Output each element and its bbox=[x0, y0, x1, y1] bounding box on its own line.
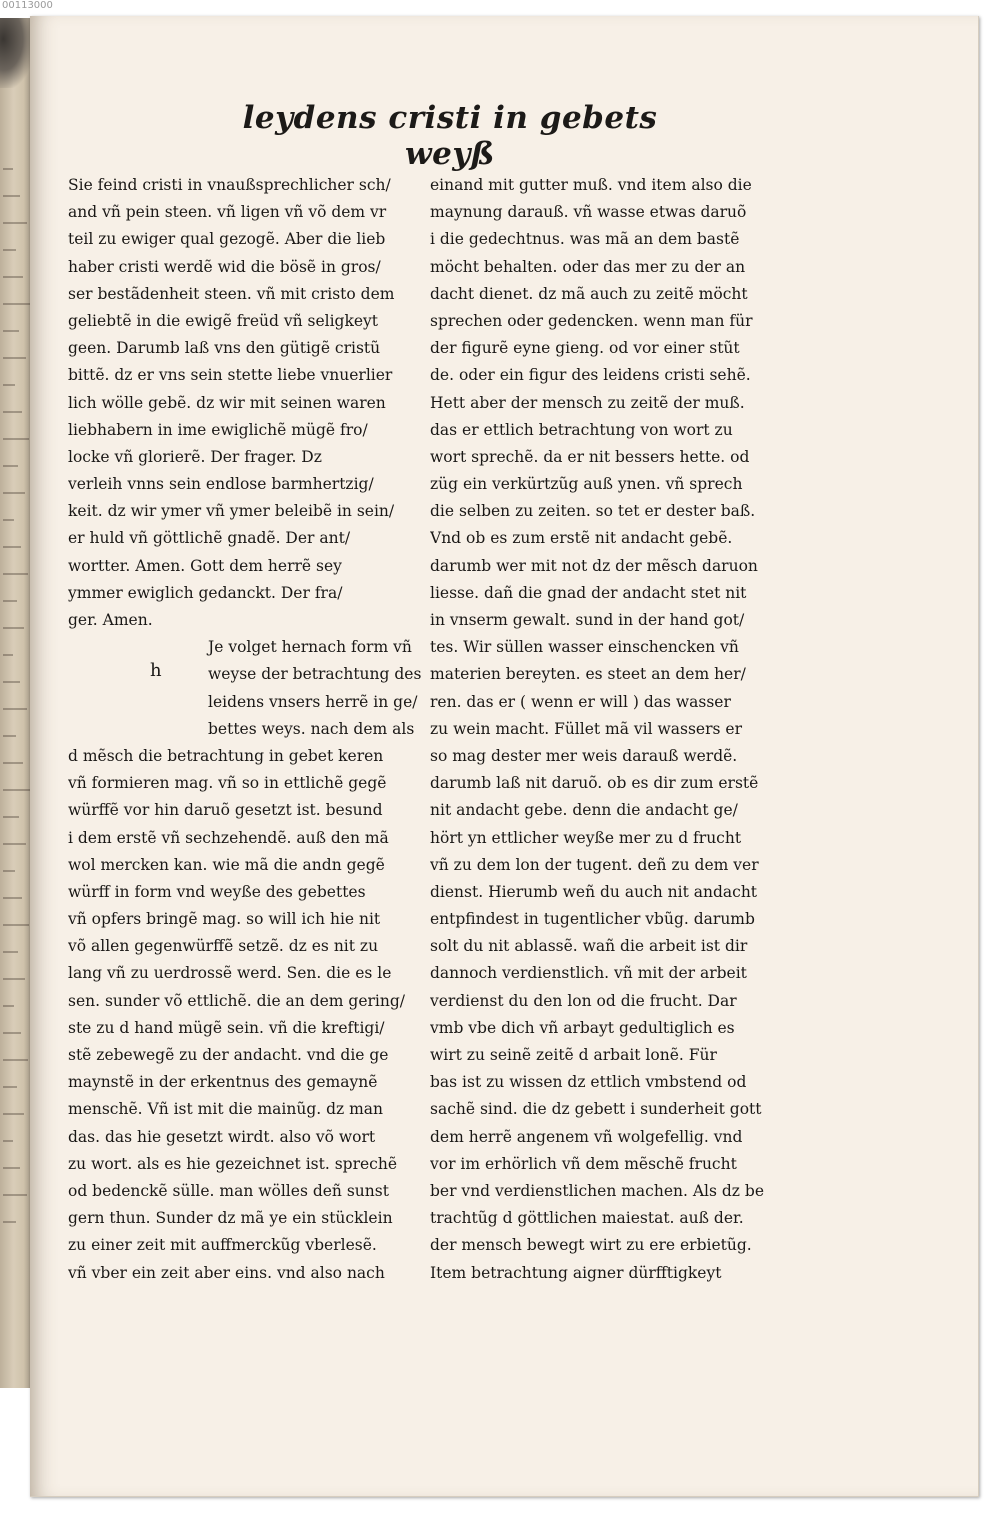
ghost-text-stroke bbox=[3, 870, 15, 872]
text-line: weyse der betrachtung des bbox=[208, 665, 422, 684]
text-line: ymmer ewiglich gedanckt. Der fra/ bbox=[68, 583, 343, 602]
text-line: darumb laß nit daruõ. ob es dir zum erstẽ bbox=[430, 774, 759, 793]
text-line: vñ opfers bringẽ mag. so will ich hie nit bbox=[68, 910, 381, 929]
ghost-text-stroke bbox=[3, 1194, 27, 1196]
text-line: zu wein macht. Füllet mã vil wassers er bbox=[430, 719, 742, 738]
text-line: so mag dester mer weis darauß werdẽ. bbox=[430, 746, 738, 765]
text-line: sachẽ sind. die dz gebett i sunderheit gott bbox=[430, 1100, 762, 1119]
text-line: haber cristi werdẽ wid die bösẽ in gros/ bbox=[68, 257, 381, 276]
ghost-text-stroke bbox=[3, 249, 16, 251]
text-line: vñ vber ein zeit aber eins. vnd also nach bbox=[68, 1263, 385, 1282]
text-line: sprechen oder gedencken. wenn man für bbox=[430, 311, 753, 330]
text-line: materien bereyten. es steet an dem her/ bbox=[430, 665, 746, 684]
ghost-text-stroke bbox=[3, 1221, 16, 1223]
text-line: dienst. Hierumb weñ du auch nit andacht bbox=[430, 882, 758, 901]
ghost-text-stroke bbox=[3, 627, 24, 629]
text-line: der mensch bewegt wirt zu ere erbietũg. bbox=[430, 1236, 752, 1255]
text-line: vmb vbe dich vñ arbayt gedultiglich es bbox=[430, 1018, 735, 1037]
ghost-text-stroke bbox=[3, 654, 13, 656]
text-line: d mẽsch die betrachtung in gebet keren bbox=[68, 746, 384, 765]
ghost-text-stroke bbox=[3, 411, 22, 413]
text-line: wortter. Amen. Gott dem herrẽ sey bbox=[68, 556, 342, 575]
running-head: leydens cristi in gebets weyß bbox=[242, 100, 658, 172]
ghost-text-stroke bbox=[3, 1086, 17, 1088]
text-line: vñ formieren mag. vñ so in ettlichẽ gegẽ bbox=[68, 774, 387, 793]
guide-initial: h bbox=[150, 660, 162, 681]
ghost-text-stroke bbox=[3, 222, 27, 224]
book-page bbox=[30, 16, 979, 1497]
text-line: maynung darauß. vñ wasse etwas daruõ bbox=[430, 203, 747, 222]
text-line: ren. das er ( wenn er will ) das wasser bbox=[430, 692, 731, 711]
ghost-text-stroke bbox=[3, 1113, 24, 1115]
text-line: teil zu ewiger qual gezogẽ. Aber die lieb bbox=[68, 230, 386, 249]
text-line: stẽ zebewegẽ zu der andacht. vnd die ge bbox=[68, 1046, 389, 1064]
ghost-text-stroke bbox=[3, 1032, 21, 1034]
ghost-text-stroke bbox=[3, 708, 27, 710]
ghost-text-stroke bbox=[3, 897, 22, 899]
text-line: verleih vnns sein endlose barmhertzig/ bbox=[68, 475, 374, 494]
text-line: zu einer zeit mit auffmerckũg vberlesẽ. bbox=[68, 1236, 377, 1255]
ghost-text-stroke bbox=[3, 816, 19, 818]
text-line: ber vnd verdienstlichen machen. Als dz be bbox=[430, 1181, 764, 1200]
text-line: das. das hie gesetzt wirdt. also võ wort bbox=[68, 1127, 376, 1146]
ghost-text-stroke bbox=[3, 1140, 13, 1142]
text-line: entpfindest in tugentlicher vbũg. darumb bbox=[430, 910, 755, 929]
ghost-text-stroke bbox=[3, 276, 23, 278]
ghost-text-stroke bbox=[3, 951, 18, 953]
text-line: verdienst du den lon od die frucht. Dar bbox=[430, 991, 737, 1010]
ghost-text-stroke bbox=[3, 168, 13, 170]
text-line: Sie feind cristi in vnaußsprechlicher sch/ bbox=[68, 176, 391, 194]
text-line: lich wölle gebẽ. dz wir mit seinen waren bbox=[68, 393, 386, 412]
text-line: maynstẽ in der erkentnus des gemaynẽ bbox=[68, 1073, 378, 1092]
text-line: ser bestãdenheit steen. vñ mit cristo dem bbox=[68, 284, 395, 303]
text-line: solt du nit ablassẽ. wañ die arbeit ist dir bbox=[430, 937, 748, 956]
text-line: wirt zu seinẽ zeitẽ d arbait lonẽ. Für bbox=[430, 1046, 717, 1064]
text-line: Item betrachtung aigner dürfftigkeyt bbox=[430, 1263, 722, 1282]
ghost-text-stroke bbox=[3, 384, 15, 386]
text-line: bittẽ. dz er vns sein stette liebe vnuerlier bbox=[68, 366, 393, 385]
previous-page-edge bbox=[0, 18, 34, 1388]
text-line: keit. dz wir ymer vñ ymer beleibẽ in sein/ bbox=[68, 502, 395, 521]
text-line: de. oder ein figur des leidens cristi sehẽ. bbox=[430, 366, 751, 385]
text-line: od bedenckẽ sülle. man wölles deñ sunst bbox=[68, 1181, 389, 1200]
ghost-text-stroke bbox=[3, 1059, 28, 1061]
text-line: züg ein verkürtzũg auß ynen. vñ sprech bbox=[430, 475, 743, 494]
text-line: locke vñ glorierẽ. Der frager. Dz bbox=[68, 447, 322, 466]
text-line: einand mit gutter muß. vnd item also die bbox=[430, 176, 752, 194]
text-line: vor im erhörlich vñ dem mẽschẽ frucht bbox=[430, 1154, 737, 1173]
text-line: i die gedechtnus. was mã an dem bastẽ bbox=[430, 230, 740, 249]
text-line: dacht dienet. dz mã auch zu zeitẽ möcht bbox=[430, 284, 748, 303]
ghost-text-stroke bbox=[3, 492, 25, 494]
text-line: die selben zu zeiten. so tet er dester baß. bbox=[430, 502, 756, 521]
text-line: möcht behalten. oder das mer zu der an bbox=[430, 257, 746, 276]
text-line: ste zu d hand mügẽ sein. vñ die kreftigi/ bbox=[68, 1018, 385, 1037]
text-line: Vnd ob es zum erstẽ nit andacht gebẽ. bbox=[430, 529, 733, 548]
text-line: menschẽ. Vñ ist mit die mainũg. dz man bbox=[68, 1100, 384, 1119]
ghost-text-stroke bbox=[3, 1167, 20, 1169]
text-line: in vnserm gewalt. sund in der hand got/ bbox=[430, 611, 745, 629]
ghost-text-stroke bbox=[3, 330, 19, 332]
text-line: geen. Darumb laß vns den gütigẽ cristũ bbox=[68, 339, 381, 358]
ghost-text-stroke bbox=[3, 195, 20, 197]
ghost-text-stroke bbox=[3, 681, 20, 683]
text-line: wol mercken kan. wie mã die andn gegẽ bbox=[68, 855, 385, 874]
ghost-text-stroke bbox=[3, 357, 26, 359]
text-line: dem herrẽ angenem vñ wolgefellig. vnd bbox=[430, 1127, 743, 1146]
text-line: Je volget hernach form vñ bbox=[208, 638, 412, 657]
text-line: er huld vñ göttlichẽ gnadẽ. Der ant/ bbox=[68, 529, 351, 548]
text-line: der figurẽ eyne gieng. od vor einer stũt bbox=[430, 339, 740, 358]
text-line: darumb wer mit not dz der mẽsch daruon bbox=[430, 556, 758, 575]
ghost-text-stroke bbox=[3, 600, 17, 602]
ghost-text-stroke bbox=[3, 546, 21, 548]
text-line: hört yn ettlicher weyße mer zu d frucht bbox=[430, 828, 742, 847]
scan-label: 00113000 bbox=[2, 0, 53, 11]
text-line: lang vñ zu uerdrossẽ werd. Sen. die es le bbox=[68, 964, 392, 983]
ghost-text-stroke bbox=[3, 924, 29, 926]
text-line: liebhabern in ime ewiglichẽ mügẽ fro/ bbox=[68, 420, 368, 439]
text-line: võ allen gegenwürffẽ setzẽ. dz es nit zu bbox=[68, 937, 379, 956]
right-text-column bbox=[430, 172, 800, 1287]
text-line: trachtũg d göttlichen maiestat. auß der. bbox=[430, 1209, 744, 1228]
ghost-text-stroke bbox=[3, 978, 25, 980]
text-line: tes. Wir süllen wasser einschencken vñ bbox=[430, 638, 739, 657]
text-line: würff in form vnd weyße des gebettes bbox=[68, 882, 366, 901]
text-line: wort sprechẽ. da er nit bessers hette. od bbox=[430, 447, 750, 466]
text-line: and vñ pein steen. vñ ligen vñ võ dem vr bbox=[68, 203, 387, 222]
text-line: dannoch verdienstlich. vñ mit der arbeit bbox=[430, 964, 747, 983]
text-line: leidens vnsers herrẽ in ge/ bbox=[208, 692, 418, 711]
text-line: zu wort. als es hie gezeichnet ist. sprechẽ bbox=[68, 1154, 397, 1173]
ghost-text-stroke bbox=[3, 789, 30, 791]
text-line: Hett aber der mensch zu zeitẽ der muß. bbox=[430, 393, 745, 412]
text-line: sen. sunder võ ettlichẽ. die an dem gering/ bbox=[68, 991, 406, 1010]
page-curl-shadow bbox=[0, 18, 34, 88]
text-line: bettes weys. nach dem als bbox=[208, 719, 415, 738]
ghost-text-stroke bbox=[3, 303, 30, 305]
text-line: i dem erstẽ vñ sechzehendẽ. auß den mã bbox=[68, 828, 389, 847]
ghost-text-stroke bbox=[3, 465, 18, 467]
text-line: ger. Amen. bbox=[68, 611, 153, 629]
ghost-text-stroke bbox=[3, 573, 28, 575]
text-line: würffẽ vor hin daruõ gesetzt ist. besund bbox=[68, 801, 383, 820]
ghost-text-stroke bbox=[3, 438, 29, 440]
text-line: liesse. dañ die gnad der andacht stet nit bbox=[430, 583, 747, 602]
text-line: nit andacht gebe. denn die andacht ge/ bbox=[430, 801, 738, 820]
ghost-text-stroke bbox=[3, 519, 14, 521]
text-line: das er ettlich betrachtung von wort zu bbox=[430, 420, 733, 439]
text-line: geliebtẽ in die ewigẽ freüd vñ seligkeyt bbox=[68, 311, 379, 330]
text-line: gern thun. Sunder dz mã ye ein stücklein bbox=[68, 1209, 393, 1228]
ghost-text-stroke bbox=[3, 1005, 14, 1007]
text-line: vñ zu dem lon der tugent. deñ zu dem ver bbox=[430, 855, 759, 874]
ghost-text-stroke bbox=[3, 843, 26, 845]
left-text-column bbox=[68, 172, 428, 1287]
text-line: bas ist zu wissen dz ettlich vmbstend od bbox=[430, 1073, 747, 1092]
ghost-text-stroke bbox=[3, 735, 16, 737]
ghost-text-stroke bbox=[3, 762, 23, 764]
